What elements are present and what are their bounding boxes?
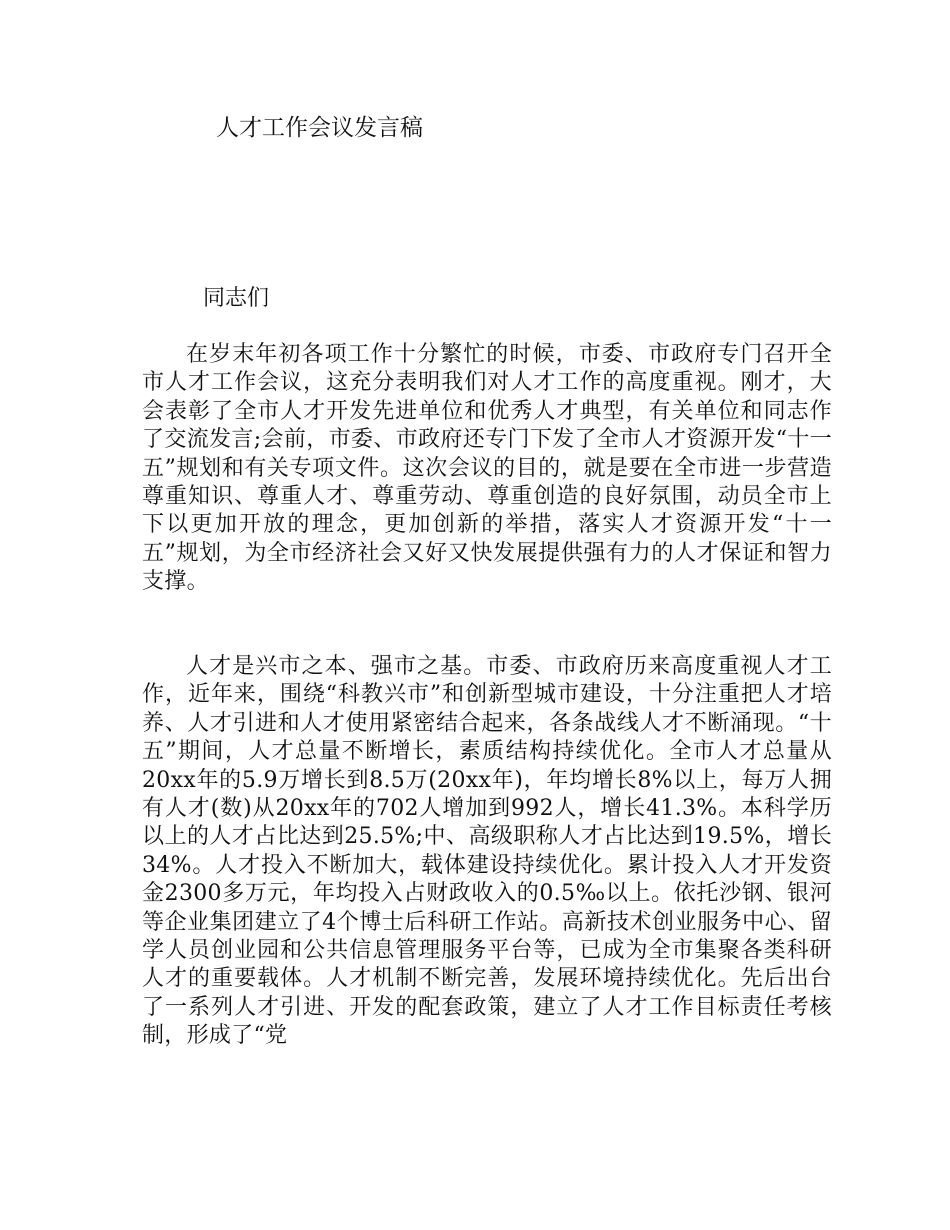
salutation: 同志们 — [203, 286, 270, 311]
document-title: 人才工作会议发言稿 — [216, 115, 423, 141]
paragraph-2: 人才是兴市之本、强市之基。市委、市政府历来高度重视人才工作，近年来，围绕“科教兴市”和创新型城市建设，十分注重把人才培养、人才引进和人才使用紧密结合起来，各条战线人才不断涌现。“十五”期间，人才总量不断增长，素质结构持续优化。全市人才总量从20xx年的5.9万增长到8.5万(20xx年)，年均增长8%以上，每万人拥有人才(数)从20xx年的702人增加到992人，增长41.3%。本科学历以上的人才占比达到25.5%;中、高级职称人才占比达到19.5%，增长34%。人才投入不断加大，载体建设持续优化。累计投入人才开发资金2300多万元，年均投入占财政收入的0.5‰以上。依托沙钢、银河等企业集团建立了4个博士后科研工作站。高新技术创业服务中心、留学人员创业园和公共信息管理服务平台等，已成为全市集聚各类科研人才的重要载体。人才机制不断完善，发展环境持续优化。先后出台了一系列人才引进、开发的配套政策，建立了人才工作目标责任考核制，形成了“党 — [142, 654, 832, 1049]
paragraph-1: 在岁末年初各项工作十分繁忙的时候，市委、市政府专门召开全市人才工作会议，这充分表明我们对人才工作的高度重视。刚才，大会表彰了全市人才开发先进单位和优秀人才典型，有关单位和同志作了交流发言;会前，市委、市政府还专门下发了全市人才资源开发“十一五”规划和有关专项文件。这次会议的目的，就是要在全市进一步营造尊重知识、尊重人才、尊重劳动、尊重创造的良好氛围，动员全市上下以更加开放的理念，更加创新的举措，落实人才资源开发“十一五”规划，为全市经济社会又好又快发展提供强有力的人才保证和智力支撑。 — [142, 342, 832, 595]
